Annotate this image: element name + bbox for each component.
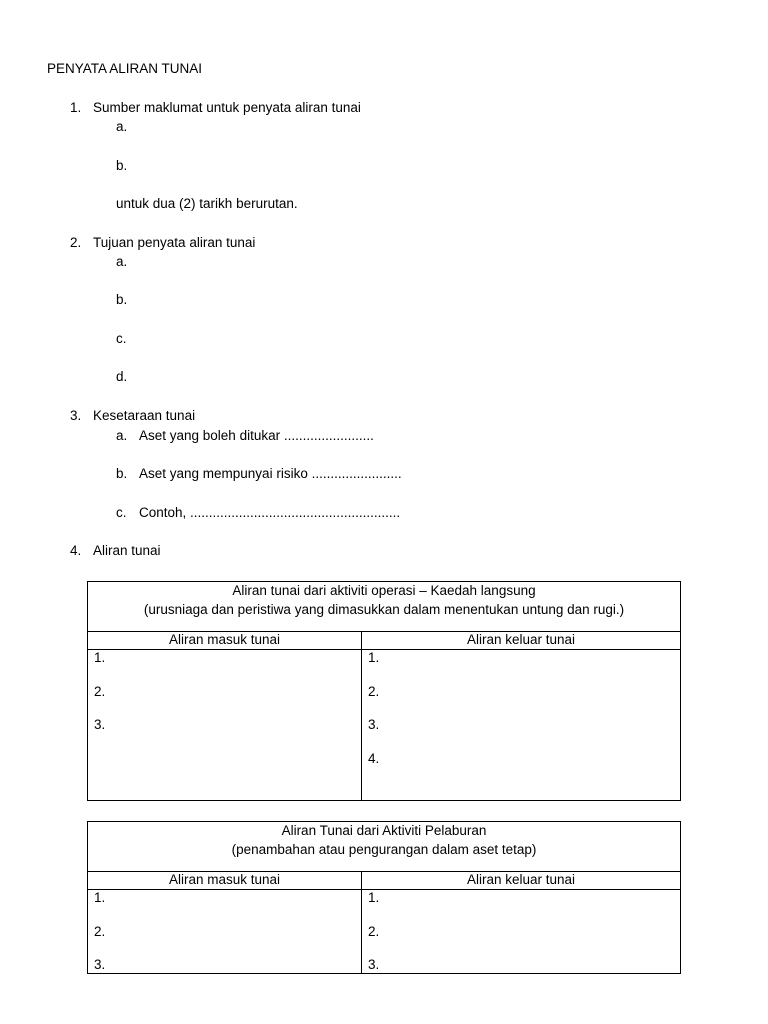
- operating-activities-table: [87, 581, 681, 801]
- operating-in-item: 1.: [94, 650, 106, 665]
- q2-number: 2.: [70, 235, 82, 250]
- investing-in-cell: [88, 890, 362, 974]
- q2-text: Tujuan penyata aliran tunai: [93, 235, 256, 250]
- operating-col-out-header: Aliran keluar tunai: [362, 632, 681, 650]
- q1-note: untuk dua (2) tarikh berurutan.: [116, 196, 298, 211]
- operating-col-in-header: Aliran masuk tunai: [88, 632, 362, 650]
- q1-item-a: a.: [116, 119, 128, 134]
- q3-item-b-text: Aset yang mempunyai risiko ........................: [139, 466, 402, 481]
- operating-in-cell: [88, 650, 362, 801]
- investing-in-item: 1.: [94, 890, 106, 905]
- operating-out-item: 1.: [368, 650, 380, 665]
- operating-table-title: Aliran tunai dari aktiviti operasi – Kaedah langsung: [232, 583, 536, 598]
- q1-text: Sumber maklumat untuk penyata aliran tunai: [93, 100, 361, 115]
- q1-item-b: b.: [116, 158, 128, 173]
- q3-text: Kesetaraan tunai: [93, 408, 196, 423]
- q2-item-a: a.: [116, 254, 128, 269]
- investing-table-title: Aliran Tunai dari Aktiviti Pelaburan: [281, 823, 487, 838]
- investing-table-header: [88, 822, 681, 872]
- q2-item-c: c.: [116, 331, 127, 346]
- operating-table-header: [88, 582, 681, 632]
- q1-number: 1.: [70, 100, 82, 115]
- q3-item-c-label: c.: [116, 505, 127, 520]
- q3-item-a-label: a.: [116, 428, 128, 443]
- operating-out-cell: [362, 650, 681, 801]
- operating-in-item: 3.: [94, 717, 106, 732]
- operating-out-item: 4.: [368, 751, 380, 766]
- q3-item-b-label: b.: [116, 466, 128, 481]
- q3-item-c-text: Contoh, ........................................................: [139, 505, 401, 520]
- investing-table-subtitle: (penambahan atau pengurangan dalam aset tetap): [231, 842, 537, 857]
- q2-item-d: d.: [116, 369, 128, 384]
- investing-out-item: 2.: [368, 924, 380, 939]
- investing-out-item: 1.: [368, 890, 380, 905]
- investing-activities-table: [87, 821, 681, 974]
- operating-in-item: 2.: [94, 684, 106, 699]
- investing-in-item: 3.: [94, 957, 106, 972]
- investing-col-in-header: Aliran masuk tunai: [88, 872, 362, 890]
- operating-table-subtitle: (urusniaga dan peristiwa yang dimasukkan dalam menentukan untung dan rugi.): [143, 602, 625, 617]
- operating-out-item: 3.: [368, 717, 380, 732]
- q4-text: Aliran tunai: [93, 543, 161, 558]
- q3-item-a-text: Aset yang boleh ditukar ........................: [139, 428, 374, 443]
- q2-item-b: b.: [116, 292, 128, 307]
- investing-out-item: 3.: [368, 957, 380, 972]
- page-title: PENYATA ALIRAN TUNAI: [47, 61, 203, 76]
- operating-out-item: 2.: [368, 684, 380, 699]
- investing-col-out-header: Aliran keluar tunai: [362, 872, 681, 890]
- q3-number: 3.: [70, 408, 82, 423]
- q4-number: 4.: [70, 543, 82, 558]
- investing-in-item: 2.: [94, 924, 106, 939]
- investing-out-cell: [362, 890, 681, 974]
